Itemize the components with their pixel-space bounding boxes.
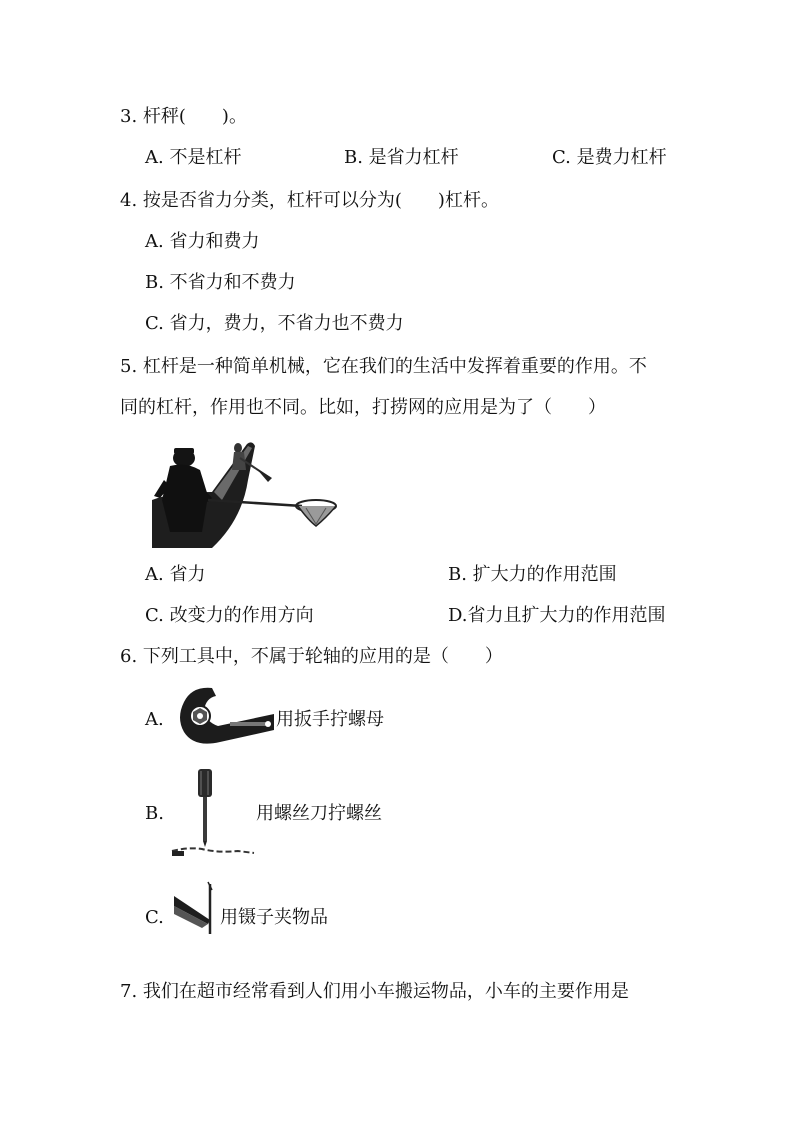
q5-option-a: A. 省力 [145,564,206,585]
q6-option-a-text: 用扳手拧螺母 [276,709,384,730]
q6-option-b-letter: B. [145,803,164,824]
q6-option-b-text: 用螺丝刀拧螺丝 [256,803,382,824]
q5-option-b: B. 扩大力的作用范围 [448,564,617,585]
screwdriver-image [168,767,256,859]
q3-option-c: C. 是费力杠杆 [552,147,667,168]
q5-stem-line1: 5. 杠杆是一种简单机械，它在我们的生活中发挥着重要的作用。不 [120,356,647,377]
q6-stem: 6. 下列工具中，不属于轮轴的应用的是（ ） [120,646,503,667]
q4-option-b: B. 不省力和不费力 [145,272,296,293]
q6-option-a-letter: A. [145,709,164,730]
tweezers-image [172,880,218,938]
q7-stem: 7. 我们在超市经常看到人们用小车搬运物品，小车的主要作用是 [120,981,629,1002]
q3-option-b: B. 是省力杠杆 [344,147,459,168]
q4-stem: 4. 按是否省力分类，杠杆可以分为( )杠杆。 [120,190,499,211]
wrench-image [170,684,274,748]
q3-option-a: A. 不是杠杆 [145,147,242,168]
q4-option-c: C. 省力，费力，不省力也不费力 [145,313,404,334]
q4-option-a: A. 省力和费力 [145,231,260,252]
q5-stem-line2: 同的杠杆，作用也不同。比如，打捞网的应用是为了（ ） [120,397,606,418]
q5-option-c: C. 改变力的作用方向 [145,605,314,626]
q6-option-c-letter: C. [145,907,164,928]
q3-stem: 3. 杆秤( )。 [120,106,247,127]
q5-option-d: D.省力且扩大力的作用范围 [448,605,666,626]
q6-option-c-text: 用镊子夹物品 [220,907,328,928]
fishing-net-boat-image [152,440,344,548]
